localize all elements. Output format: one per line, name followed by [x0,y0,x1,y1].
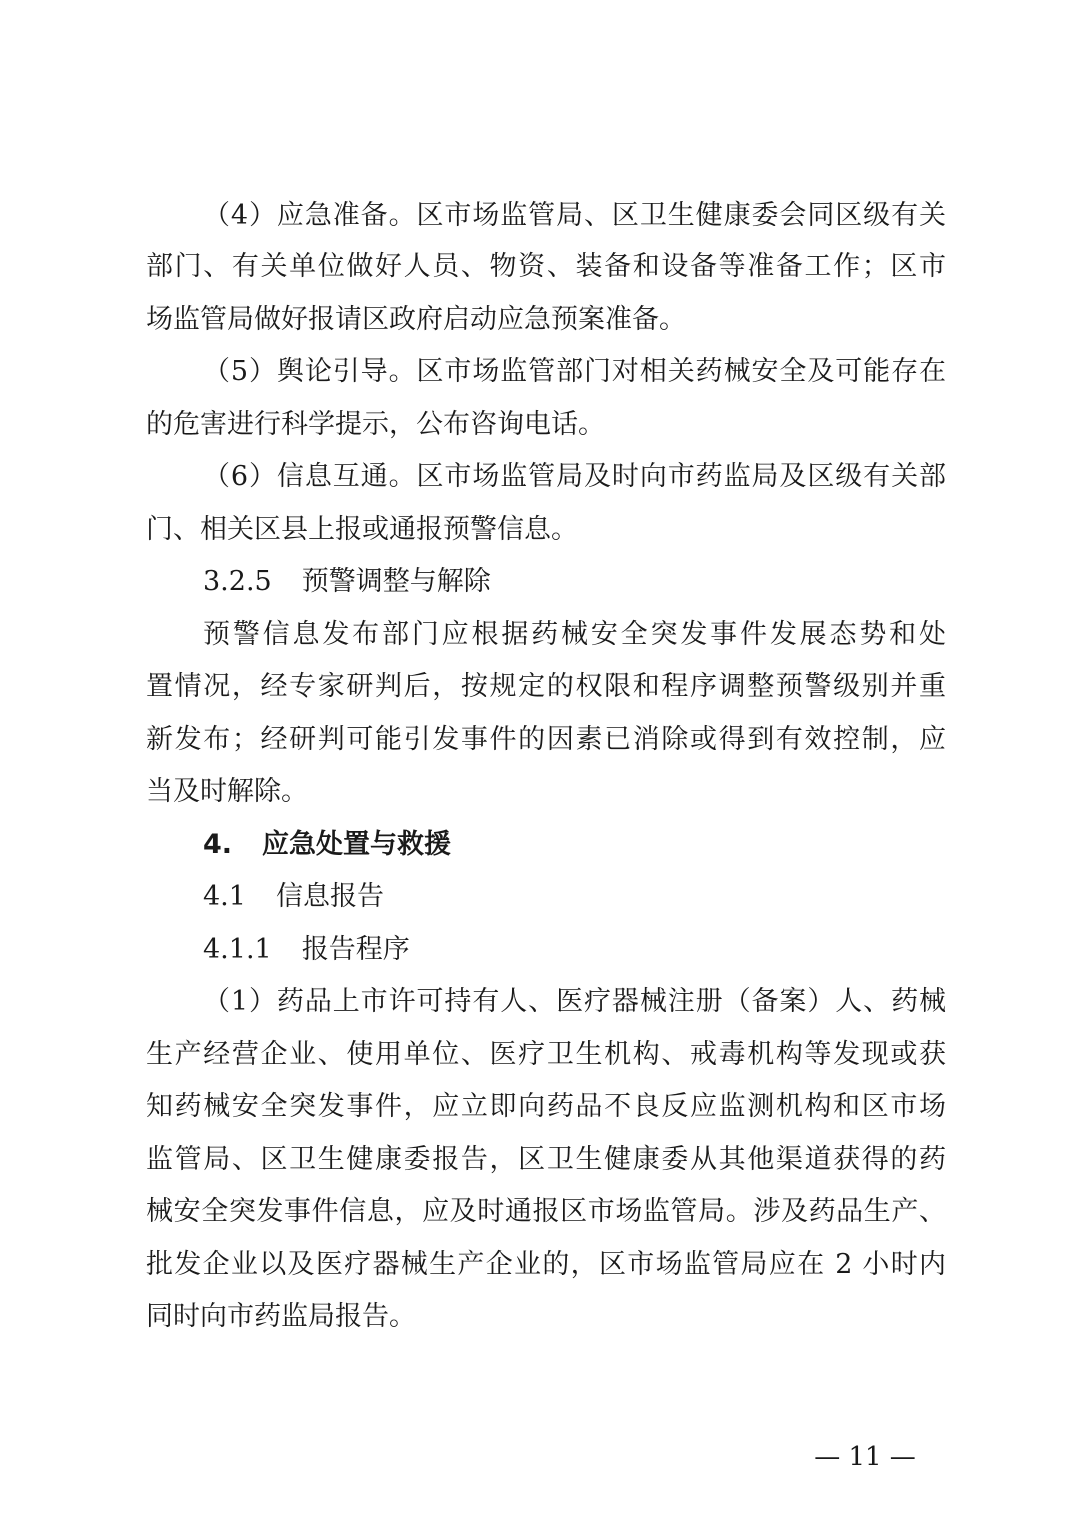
text-line: 新发布；经研判可能引发事件的因素已消除或得到有效控制，应 [146,724,946,755]
section-heading [203,562,946,602]
text-line: 生产经营企业、使用单位、医疗卫生机构、戒毒机构等发现或获 [146,1039,946,1070]
text-line: 预警信息发布部门应根据药械安全突发事件发展态势和处 [203,619,946,650]
text-line: （1）药品上市许可持有人、医疗器械注册（备案）人、药械 [203,986,946,1017]
section-title: 预警调整与解除 [301,566,491,597]
text-line: 同时向市药监局报告。 [146,1301,416,1332]
page-number: — 11 — [814,1442,916,1472]
text-line: （4）应急准备。区市场监管局、区卫生健康委会同区级有关 [203,200,946,231]
text-line: 批发企业以及医疗器械生产企业的，区市场监管局应在 2 小时内 [146,1249,946,1280]
text-line: 门、相关区县上报或通报预警信息。 [146,514,578,545]
section-heading [203,825,946,865]
section-number: 4.1 [203,881,246,912]
section-number: 4.1.1 [203,934,272,965]
text-line: 监管局、区卫生健康委报告，区卫生健康委从其他渠道获得的药 [146,1144,946,1175]
section-title: 信息报告 [275,881,384,912]
section-heading [203,930,946,970]
text-line: 械安全突发事件信息，应及时通报区市场监管局。涉及药品生产、 [146,1196,946,1227]
section-number: 4. [203,829,233,860]
text-line: （5）舆论引导。区市场监管部门对相关药械安全及可能存在 [203,356,946,387]
text-line: （6）信息互通。区市场监管局及时向市药监局及区级有关部 [203,461,946,492]
text-line: 知药械安全突发事件，应立即向药品不良反应监测机构和区市场 [146,1091,946,1122]
text-line: 场监管局做好报请区政府启动应急预案准备。 [146,304,686,335]
text-line: 置情况，经专家研判后，按规定的权限和程序调整预警级别并重 [146,671,946,702]
section-heading [203,877,946,917]
section-number: 3.2.5 [203,566,272,597]
text-line: 的危害进行科学提示，公布咨询电话。 [146,409,605,440]
text-line: 当及时解除。 [146,776,308,807]
text-line: 部门、有关单位做好人员、物资、装备和设备等准备工作；区市 [146,251,946,282]
section-title: 应急处置与救援 [262,829,452,860]
section-title: 报告程序 [301,934,410,965]
